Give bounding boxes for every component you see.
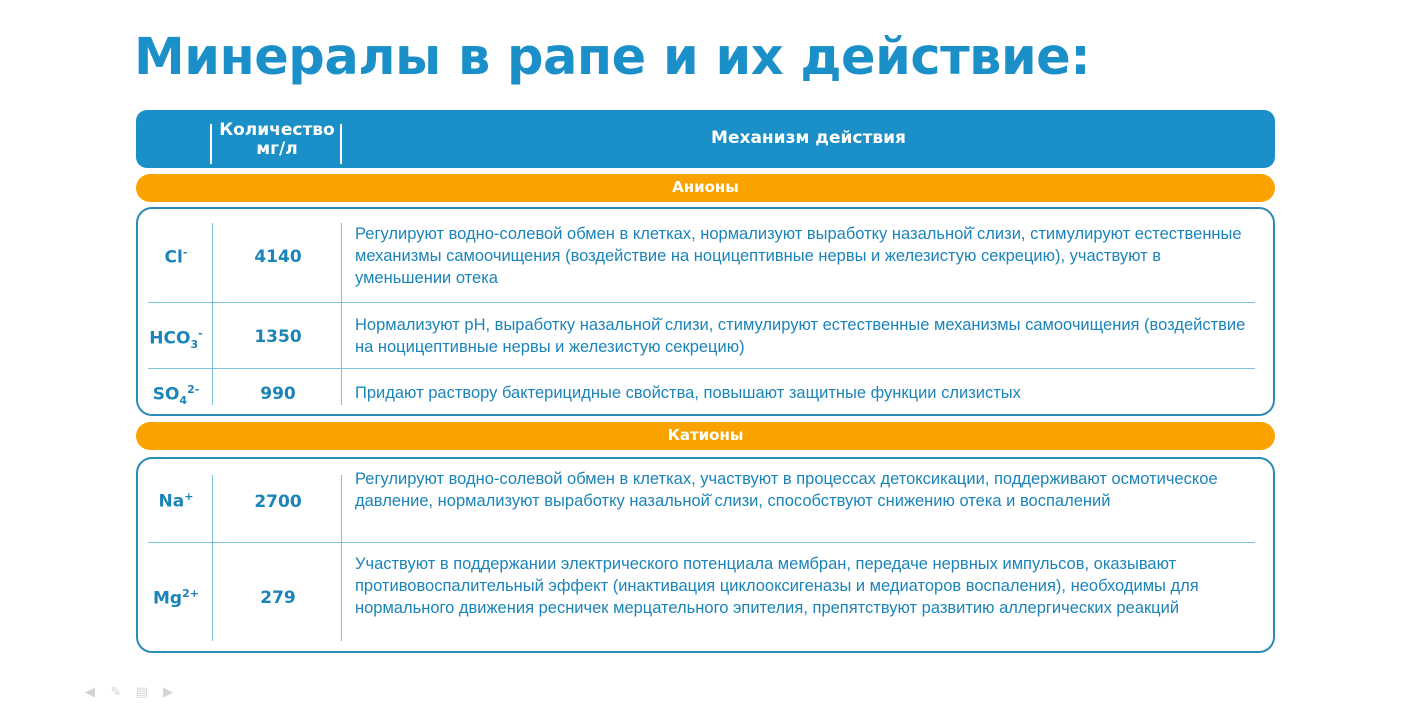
pen-icon[interactable]: ✎ bbox=[110, 684, 122, 699]
description-na: Регулируют водно-солевой обмен в клетках, участвуют в процессах детоксикации, поддерживают осмотическое давление, нормализуют выработку назальной̆ слизи, способствуют снижению отека и воспалений bbox=[355, 470, 1218, 510]
ion-na: Na+ bbox=[158, 490, 194, 512]
table-header bbox=[136, 110, 1275, 168]
row-divider bbox=[148, 302, 1255, 303]
header-divider bbox=[210, 124, 212, 164]
ion-so4: $SO_4^{2-}$ bbox=[152, 383, 200, 408]
description-mg: Участвуют в поддержании электрического потенциала мембран, передаче нервных импульсов, оказывают противовоспалительный эффект (инактивация циклооксигеназы и медиаторов воспаления), необходимы для нормального движения ресничек мерцательного эпителия, препятствуют развитию аллергических реакций bbox=[355, 555, 1199, 617]
description-cl: Регулируют водно-солевой обмен в клетках, нормализуют выработку назальной̆ слизи, стимулируют естественные механизмы самоочищения (воздействие на ноцицептивные нервы и железистую секрецию), участвуют в уменьшении отека bbox=[355, 225, 1242, 287]
quantity-hco3: 1350 bbox=[254, 327, 302, 347]
slide-nav bbox=[82, 684, 176, 700]
ion-mg: $Mg^{2+}$ bbox=[153, 587, 199, 609]
arrow-left-icon[interactable]: ◀ bbox=[85, 684, 95, 699]
quantity-cl: 4140 bbox=[254, 247, 302, 267]
quantity-so4: 990 bbox=[260, 384, 296, 404]
header-quantity-line1: Количество bbox=[219, 120, 335, 140]
quantity-mg: 279 bbox=[260, 588, 296, 608]
description-hco3: Нормализуют pH, выработку назальной̆ слизи, стимулируют естественные механизмы самоочищения (воздействие на ноцицептивные нервы и железистую секрецию) bbox=[355, 316, 1246, 356]
header-quantity bbox=[214, 121, 340, 159]
ion-hco3: $HCO_3^-$ bbox=[149, 327, 203, 352]
ion-cl: Cl- bbox=[164, 246, 188, 268]
cations-section-bar: Катионы bbox=[136, 422, 1275, 450]
quantity-na: 2700 bbox=[254, 492, 302, 512]
anions-section-bar: Анионы bbox=[136, 174, 1275, 202]
row-divider bbox=[148, 368, 1255, 369]
description-so4: Придают раствору бактерицидные свойства, повышают защитные функции слизистых bbox=[355, 384, 1021, 402]
header-mechanism: Механизм действия bbox=[711, 128, 906, 148]
slide-title: Минералы в рапе и их действие: bbox=[134, 28, 1091, 87]
header-quantity-line2: мг/л bbox=[256, 139, 298, 159]
cations-box bbox=[136, 457, 1275, 653]
anions-box bbox=[136, 207, 1275, 416]
arrow-right-icon[interactable]: ▶ bbox=[163, 684, 173, 699]
menu-icon[interactable]: ▤ bbox=[135, 684, 149, 699]
row-divider bbox=[148, 542, 1255, 543]
